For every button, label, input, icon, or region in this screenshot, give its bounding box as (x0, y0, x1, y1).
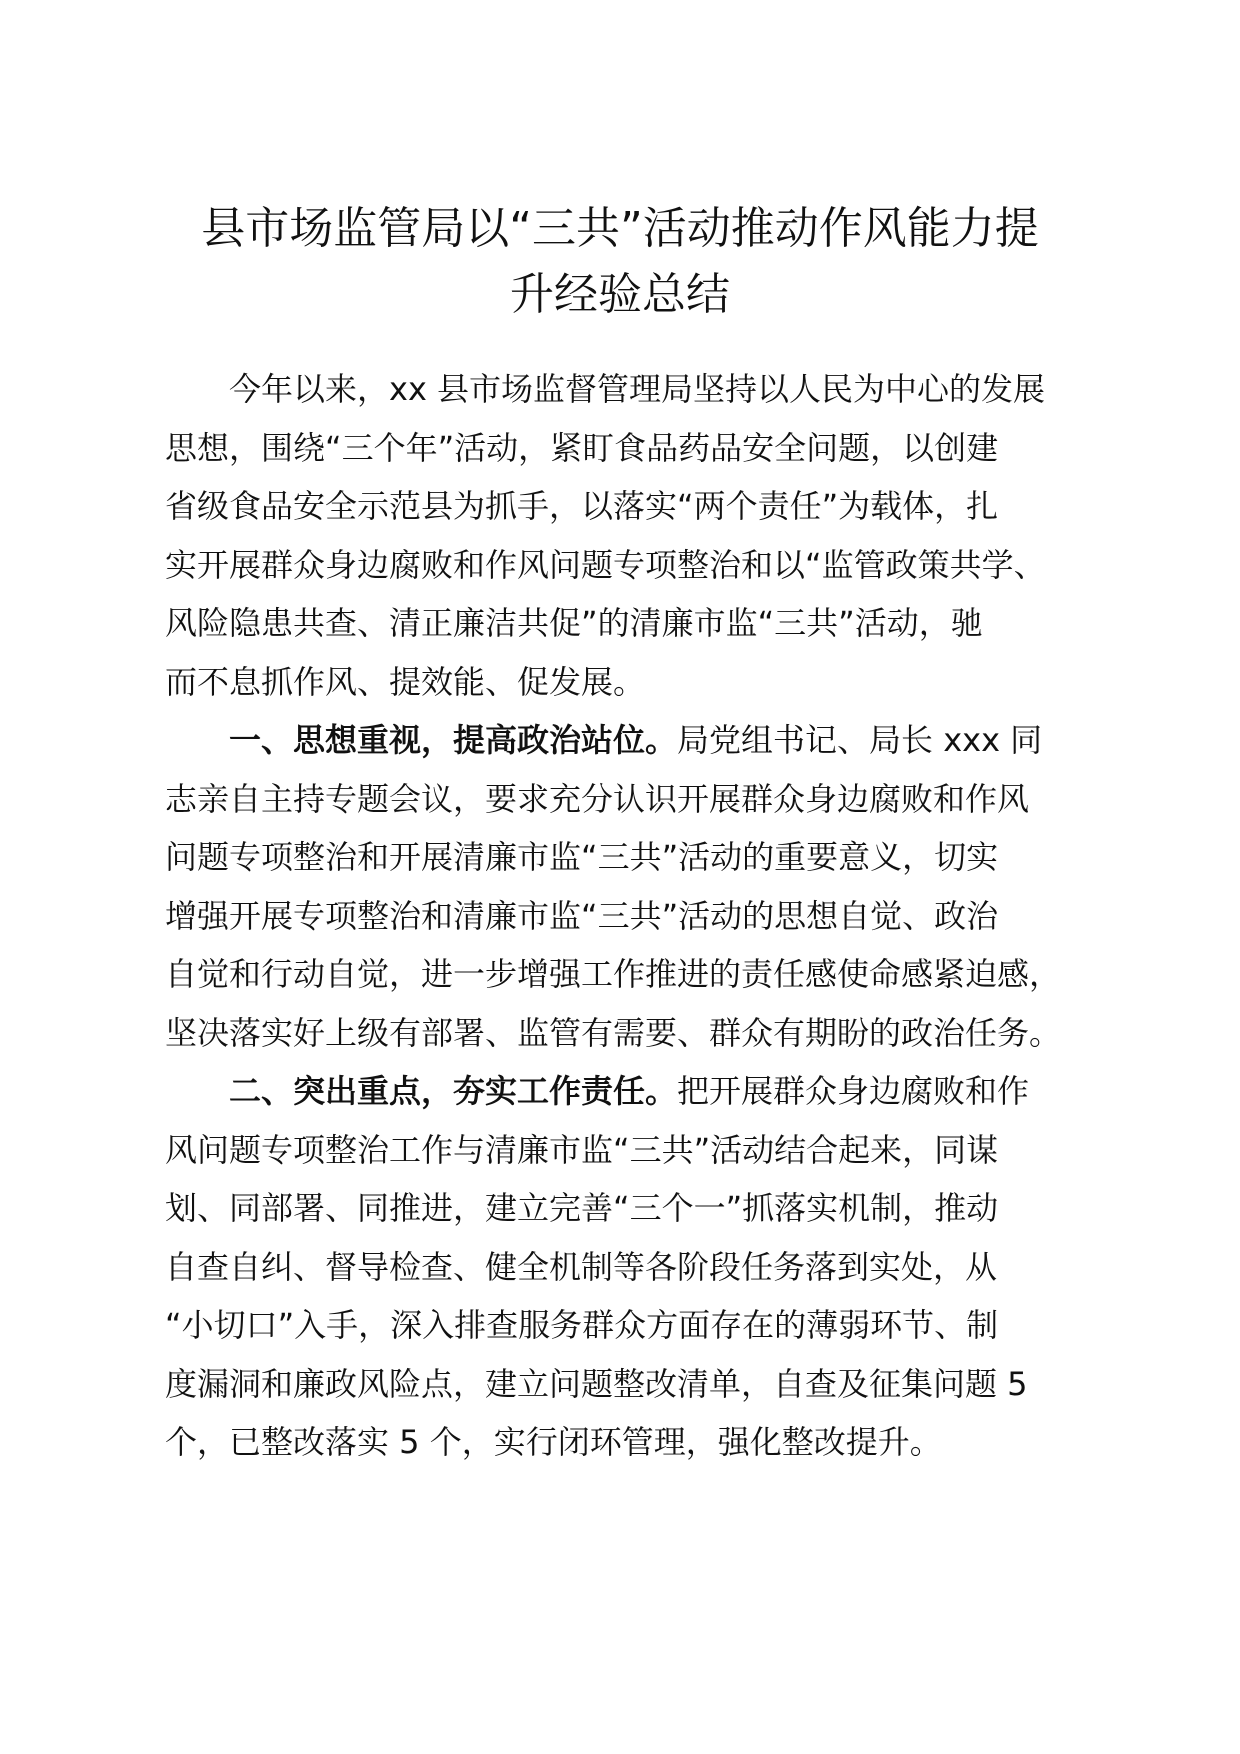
paragraph-line: 实开展群众身边腐败和作风问题专项整治和以“监管政策共学、 (165, 545, 1046, 584)
paragraph-line: 思想，围绕“三个年”活动，紧盯食品药品安全问题，以创建 (165, 428, 999, 467)
paragraph-intro (165, 360, 1095, 711)
title-line-2: 升经验总结 (510, 269, 730, 320)
paragraph-line: 坚决落实好上级有部署、监管有需要、群众有期盼的政治任务。 (165, 1013, 1062, 1052)
paragraph-first-line (165, 711, 1095, 770)
paragraph-line: 度漏洞和廉政风险点，建立问题整改清单，自查及征集问题 5 (165, 1364, 1028, 1403)
paragraph-line: 自觉和行动自觉，进一步增强工作推进的责任感使命感紧迫感， (165, 955, 1062, 993)
paragraph-section-1 (165, 711, 1095, 1062)
paragraph-line: 增强开展专项整治和清廉市监“三共”活动的思想自觉、政治 (165, 896, 999, 935)
paragraph-line: 今年以来，xx 县市场监督管理局坚持以人民为中心的发展 (229, 370, 1046, 408)
paragraph-line: 问题专项整治和开展清廉市监“三共”活动的重要意义，切实 (165, 838, 999, 876)
paragraph-line: 而不息抓作风、提效能、促发展。 (165, 662, 646, 701)
paragraph-line: 自查自纠、督导检查、健全机制等各阶段任务落到实处，从 (165, 1247, 998, 1286)
paragraph-first-line (165, 1062, 1095, 1121)
paragraph-line: 个，已整改落实 5 个，实行闭环管理，强化整改提升。 (165, 1423, 942, 1461)
document-title (150, 196, 1090, 328)
section-heading: 二、突出重点，夯实工作责任。 (229, 1072, 678, 1110)
section-heading-rest: 局党组书记、局长 xxx 同 (677, 721, 1043, 759)
paragraph-line: 风问题专项整治工作与清廉市监“三共”活动结合起来，同谋 (165, 1130, 999, 1169)
section-heading-rest: 把开展群众身边腐败和作 (677, 1072, 1030, 1110)
paragraph-line: 省级食品安全示范县为抓手，以落实“两个责任”为载体，扎 (165, 487, 999, 525)
paragraph-line: “小切口”入手，深入排查服务群众方面存在的薄弱环节、制 (165, 1306, 999, 1344)
section-heading: 一、思想重视，提高政治站位。 (229, 721, 678, 759)
document-body (165, 360, 1095, 1472)
paragraph-line: 志亲自主持专题会议，要求充分认识开展群众身边腐败和作风 (165, 779, 1030, 818)
paragraph-line: 风险隐患共查、清正廉洁共促”的清廉市监“三共”活动，驰 (165, 604, 983, 642)
paragraph-section-2 (165, 1062, 1095, 1472)
title-line-1: 县市场监管局以“三共”活动推动作风能力提 (201, 203, 1039, 254)
paragraph-line: 划、同部署、同推进，建立完善“三个一”抓落实机制，推动 (165, 1189, 999, 1227)
